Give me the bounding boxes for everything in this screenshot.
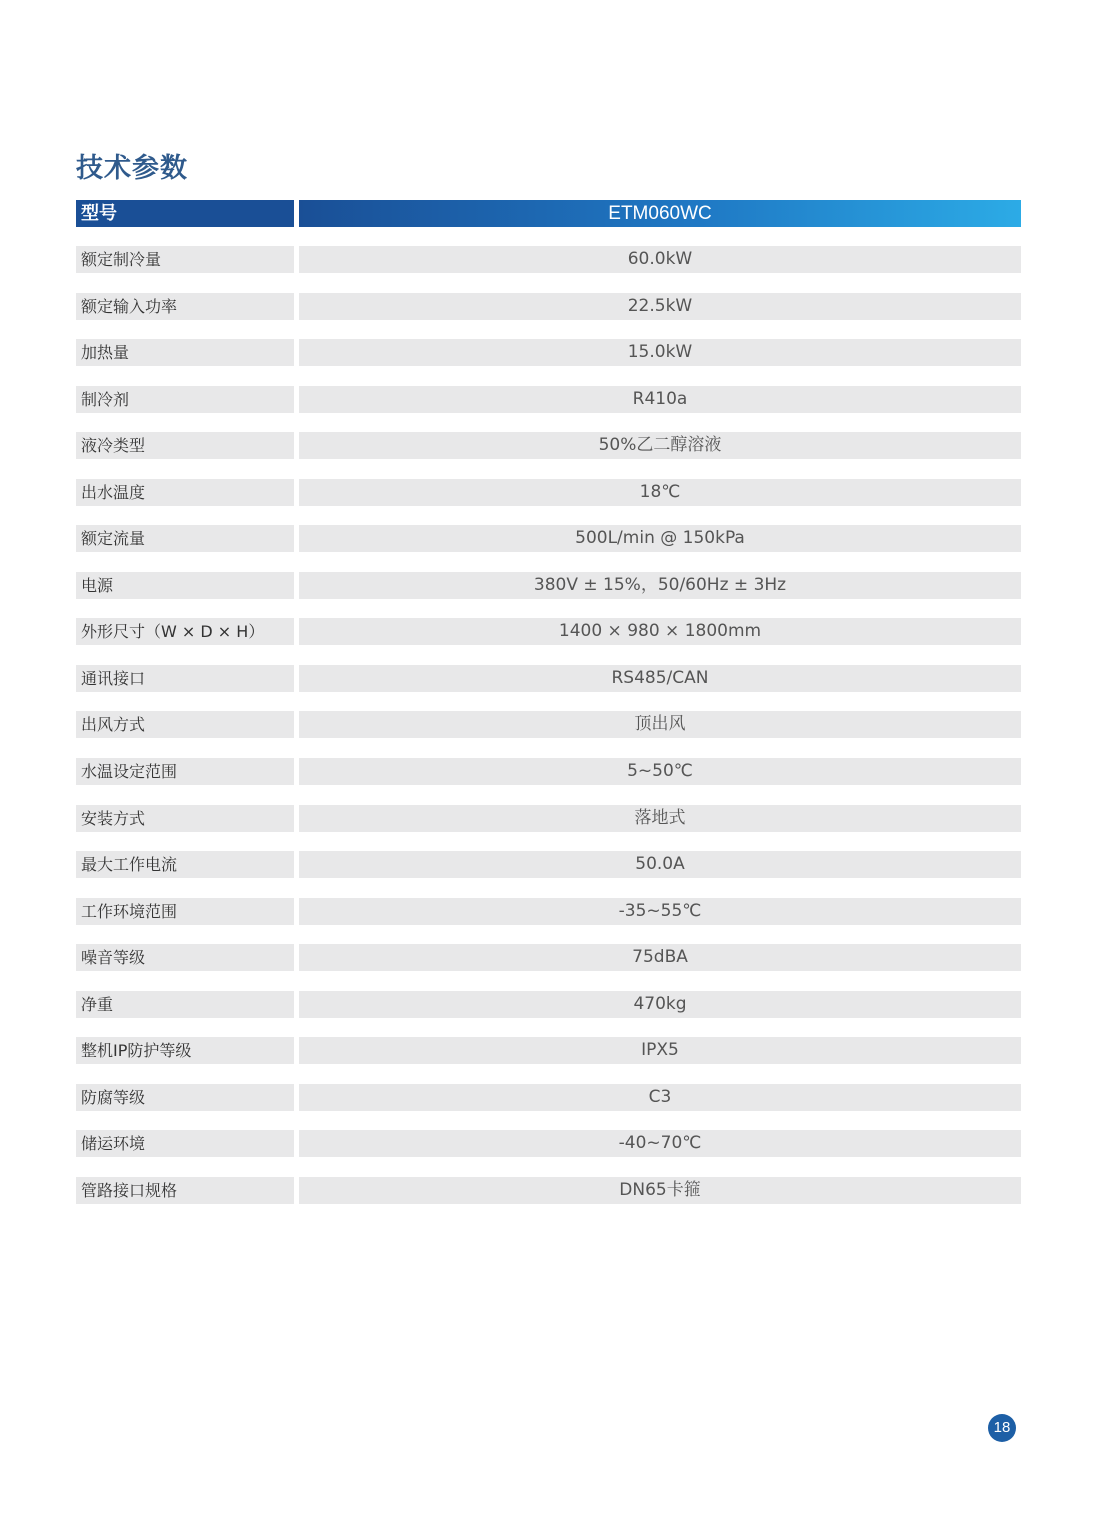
spec-key: 额定输入功率 bbox=[76, 293, 294, 320]
table-row bbox=[76, 525, 1021, 552]
table-row bbox=[76, 386, 1021, 413]
table-row bbox=[76, 944, 1021, 971]
table-row bbox=[76, 432, 1021, 459]
table-row bbox=[76, 618, 1021, 645]
spec-key: 水温设定范围 bbox=[76, 758, 294, 785]
spec-key: 安装方式 bbox=[76, 805, 294, 832]
spec-value: R410a bbox=[299, 386, 1021, 413]
spec-table bbox=[76, 200, 1021, 1223]
spec-key: 最大工作电流 bbox=[76, 851, 294, 878]
spec-key: 额定制冷量 bbox=[76, 246, 294, 273]
table-row bbox=[76, 1037, 1021, 1064]
table-row bbox=[76, 711, 1021, 738]
table-row bbox=[76, 479, 1021, 506]
spec-key: 通讯接口 bbox=[76, 665, 294, 692]
table-row bbox=[76, 665, 1021, 692]
spec-value: -40~70℃ bbox=[299, 1130, 1021, 1157]
spec-value: 50%乙二醇溶液 bbox=[299, 432, 1021, 459]
spec-value: DN65卡箍 bbox=[299, 1177, 1021, 1204]
spec-key: 管路接口规格 bbox=[76, 1177, 294, 1204]
spec-value: 顶出风 bbox=[299, 711, 1021, 738]
spec-key: 出风方式 bbox=[76, 711, 294, 738]
table-row bbox=[76, 1130, 1021, 1157]
spec-key: 出水温度 bbox=[76, 479, 294, 506]
spec-key: 液冷类型 bbox=[76, 432, 294, 459]
spec-rows bbox=[76, 246, 1021, 1204]
spec-key: 电源 bbox=[76, 572, 294, 599]
spec-key: 整机IP防护等级 bbox=[76, 1037, 294, 1064]
spec-value: 75dBA bbox=[299, 944, 1021, 971]
spec-value: 22.5kW bbox=[299, 293, 1021, 320]
page-number-badge: 18 bbox=[988, 1414, 1016, 1442]
spec-value: -35~55℃ bbox=[299, 898, 1021, 925]
table-row bbox=[76, 1084, 1021, 1111]
table-row bbox=[76, 898, 1021, 925]
spec-key: 制冷剂 bbox=[76, 386, 294, 413]
spec-key: 工作环境范围 bbox=[76, 898, 294, 925]
spec-key: 噪音等级 bbox=[76, 944, 294, 971]
spec-value: 50.0A bbox=[299, 851, 1021, 878]
spec-key: 额定流量 bbox=[76, 525, 294, 552]
spec-value: 18℃ bbox=[299, 479, 1021, 506]
table-row bbox=[76, 572, 1021, 599]
spec-value: 380V ± 15%，50/60Hz ± 3Hz bbox=[299, 572, 1021, 599]
spec-key: 加热量 bbox=[76, 339, 294, 366]
table-row bbox=[76, 758, 1021, 785]
table-row bbox=[76, 246, 1021, 273]
table-row bbox=[76, 805, 1021, 832]
page-title: 技术参数 bbox=[76, 153, 188, 184]
header-model-value: ETM060WC bbox=[299, 200, 1021, 227]
table-row bbox=[76, 991, 1021, 1018]
header-key-label: 型号 bbox=[76, 200, 294, 227]
spec-key: 储运环境 bbox=[76, 1130, 294, 1157]
spec-value: 15.0kW bbox=[299, 339, 1021, 366]
spec-value: 5~50℃ bbox=[299, 758, 1021, 785]
spec-value: RS485/CAN bbox=[299, 665, 1021, 692]
spec-key: 防腐等级 bbox=[76, 1084, 294, 1111]
spec-value: C3 bbox=[299, 1084, 1021, 1111]
spec-value: 500L/min @ 150kPa bbox=[299, 525, 1021, 552]
spec-value: 1400 × 980 × 1800mm bbox=[299, 618, 1021, 645]
table-row bbox=[76, 293, 1021, 320]
table-row bbox=[76, 339, 1021, 366]
spec-value: IPX5 bbox=[299, 1037, 1021, 1064]
table-row bbox=[76, 1177, 1021, 1204]
spec-key: 净重 bbox=[76, 991, 294, 1018]
spec-value: 落地式 bbox=[299, 805, 1021, 832]
spec-key: 外形尺寸（W × D × H） bbox=[76, 618, 294, 645]
table-header-row bbox=[76, 200, 1021, 227]
table-row bbox=[76, 851, 1021, 878]
spec-value: 470kg bbox=[299, 991, 1021, 1018]
spec-value: 60.0kW bbox=[299, 246, 1021, 273]
